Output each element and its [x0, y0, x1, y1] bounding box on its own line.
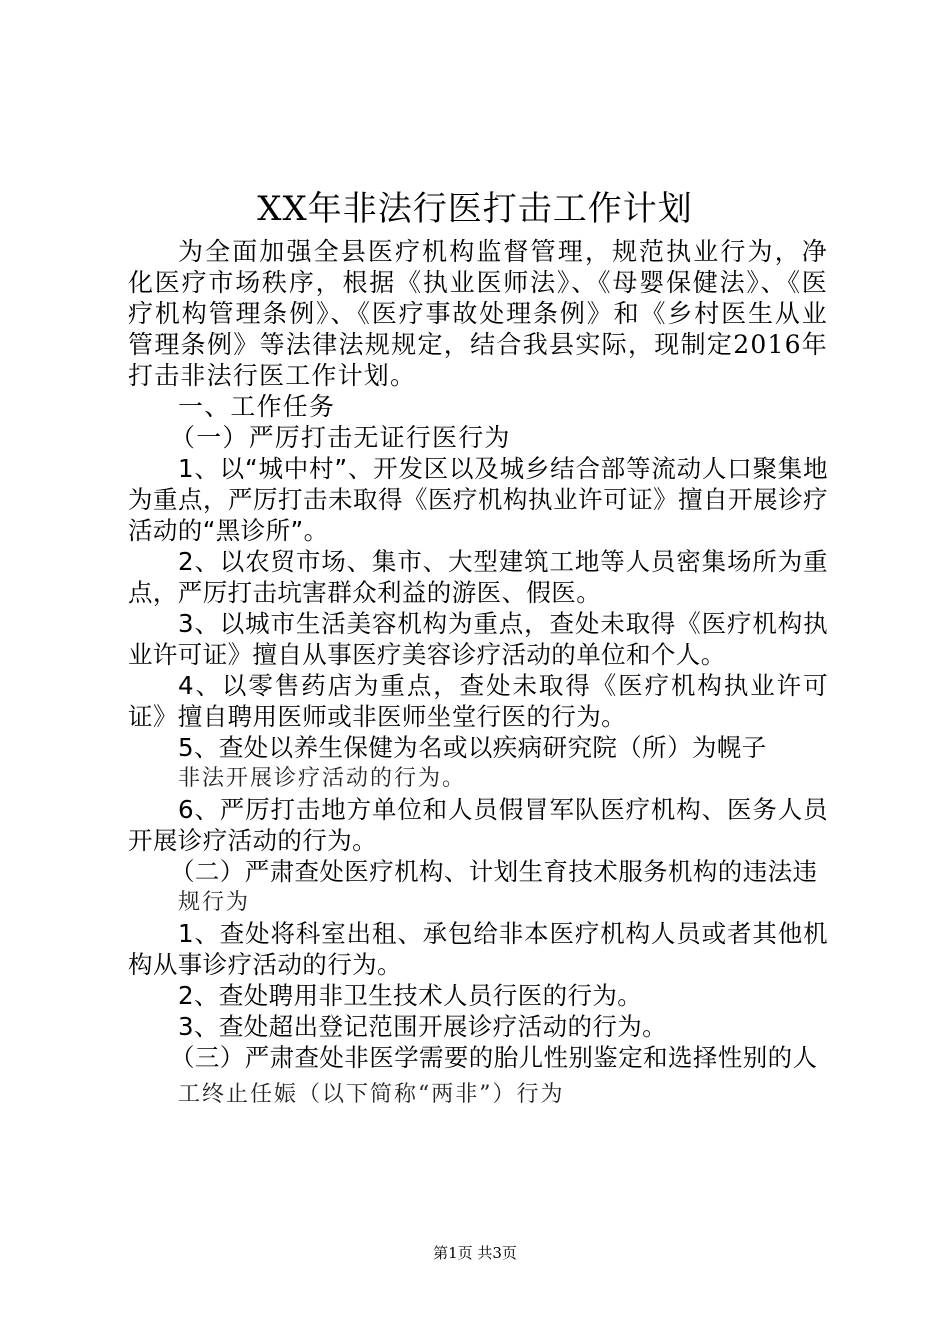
document-title: XX年非法行医打击工作计划 — [257, 189, 693, 229]
item-2-2: 2、查处聘用非卫生技术人员行医的行为。 — [178, 981, 643, 1010]
subsection-heading-3-continuation: 工终止任娠（以下简称“两非”）行为 — [178, 1082, 565, 1107]
item-1-1: 1、以“城中村”、开发区以及城乡结合部等流动人口聚集地为重点，严厉打击未取得《医疗机构执业许可证》擅自开展诊疗活动的“黑诊所”。 — [128, 454, 828, 545]
page-footer: 第1页 共3页 — [433, 1244, 517, 1262]
subsection-heading-2: （二）严肃查处医疗机构、计划生育技术服务机构的违法违 — [170, 857, 818, 886]
document-body — [128, 236, 828, 1110]
section-heading-1: 一、工作任务 — [178, 392, 336, 421]
item-1-5-continuation: 非法开展诊疗活动的行为。 — [178, 766, 467, 791]
item-1-5: 5、查处以养生保健为名或以疾病研究院（所）为幌子 — [178, 733, 767, 762]
item-1-3: 3、以城市生活美容机构为重点，查处未取得《医疗机构执业许可证》擅自从事医疗美容诊疗活动的单位和个人。 — [128, 609, 828, 669]
subsection-heading-2-continuation: 规行为 — [178, 890, 251, 915]
item-2-3: 3、查处超出登记范围开展诊疗活动的行为。 — [178, 1012, 668, 1041]
item-2-1: 1、查处将科室出租、承包给非本医疗机构人员或者其他机构从事诊疗活动的行为。 — [128, 919, 828, 979]
item-1-4: 4、以零售药店为重点，查处未取得《医疗机构执业许可证》擅自聘用医师或非医师坐堂行医的行为。 — [128, 671, 828, 731]
intro-paragraph: 为全面加强全县医疗机构监督管理，规范执业行为，净化医疗市场秩序，根据《执业医师法》、《母婴保健法》、《医疗机构管理条例》、《医疗事故处理条例》和《乡村医生从业管理条例》等法律法规规定，结合我县实际，现制定2016年打击非法行医工作计划。 — [128, 237, 828, 390]
item-1-6: 6、严厉打击地方单位和人员假冒军队医疗机构、医务人员开展诊疗活动的行为。 — [128, 795, 828, 855]
item-1-2: 2、以农贸市场、集市、大型建筑工地等人员密集场所为重点，严厉打击坑害群众利益的游医、假医。 — [128, 547, 828, 607]
subsection-heading-3: （三）严肃查处非医学需要的胎儿性别鉴定和选择性别的人 — [170, 1043, 818, 1072]
subsection-heading-1: （一）严厉打击无证行医行为 — [170, 423, 511, 452]
